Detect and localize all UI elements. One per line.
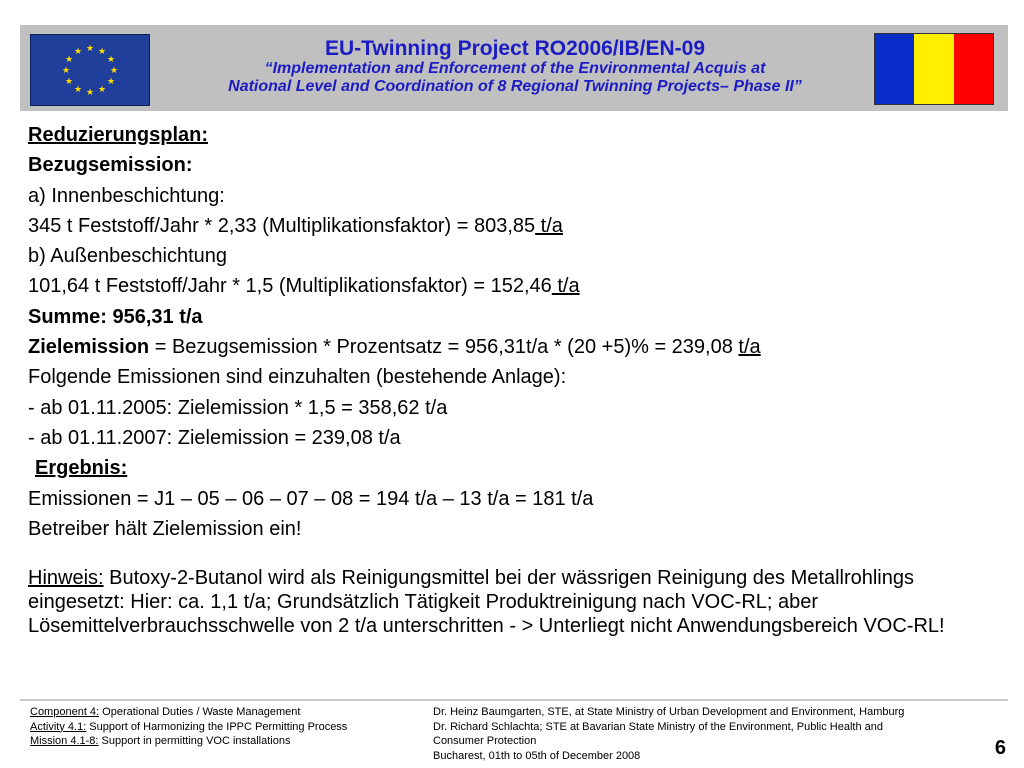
note-text: Butoxy-2-Butanol wird als Reinigungsmittel bei der wässrigen Reinigung des Metallrohlings eingesetzt: Hier: ca. 1,1 t/a; Grundsätzlich Tätigkeit Produktreinigung nach VOC-RL; aber Lösemittelverbrauchsschwelle von 2 t/a unterschritten - > Unterliegt nicht Anwendungsbereich VOC-RL! bbox=[28, 567, 945, 638]
target-emission-calc: = Bezugsemission * Prozentsatz = 956,31t/a * (20 +5)% = 239,08 bbox=[149, 336, 739, 359]
emissions-result-line: Emissionen = J1 – 05 – 06 – 07 – 08 = 194 t/a – 13 t/a = 181 t/a bbox=[28, 487, 594, 510]
target-emission-unit: t/a bbox=[738, 336, 761, 359]
svg-text:★: ★ bbox=[73, 85, 83, 95]
svg-text:★: ★ bbox=[85, 88, 95, 98]
spacer bbox=[28, 544, 1000, 566]
header-title: EU-Twinning Project RO2006/IB/EN-09 bbox=[324, 37, 706, 60]
header-band bbox=[20, 25, 1008, 111]
activity-text: Support of Harmonizing the IPPC Permitting Process bbox=[86, 720, 348, 733]
header-subtitle-2: National Level and Coordination of 8 Regional Twinning Projects– Phase II” bbox=[228, 77, 802, 95]
mission-text: Support in permitting VOC installations bbox=[98, 735, 291, 747]
footer-activity bbox=[30, 720, 430, 735]
footer-divider bbox=[20, 699, 1008, 701]
svg-text:★: ★ bbox=[85, 44, 95, 54]
footer-mission bbox=[30, 734, 430, 749]
svg-text:★: ★ bbox=[106, 55, 116, 65]
target-emission-label: Zielemission bbox=[28, 336, 150, 359]
slide-content bbox=[28, 120, 1000, 638]
inner-calc-text: 345 t Feststoff/Jahr * 2,33 (Multiplikationsfaktor) = 803,85 bbox=[28, 214, 536, 237]
footer-right bbox=[433, 705, 993, 763]
outer-calc-text: 101,64 t Feststoff/Jahr * 1,5 (Multiplikationsfaktor) = 152,46 bbox=[28, 275, 552, 298]
note-paragraph bbox=[28, 566, 1000, 638]
footer-author-2-cont: Consumer Protection bbox=[433, 735, 537, 747]
from-2007-line: - ab 01.11.2007: Zielemission = 239,08 t/a bbox=[28, 426, 401, 449]
heading-bezugsemission: Bezugsemission: bbox=[28, 154, 193, 177]
outer-coating-label: b) Außenbeschichtung bbox=[28, 245, 228, 268]
flag-stripe-blue bbox=[875, 34, 914, 104]
svg-text:★: ★ bbox=[106, 77, 116, 87]
svg-text:★: ★ bbox=[73, 47, 83, 57]
svg-text:★: ★ bbox=[109, 66, 119, 76]
page-number: 6 bbox=[994, 737, 1006, 759]
inner-coating-label: a) Innenbeschichtung: bbox=[28, 184, 225, 207]
svg-text:★: ★ bbox=[61, 66, 71, 76]
flag-stripe-red bbox=[954, 34, 993, 104]
svg-text:★: ★ bbox=[64, 77, 74, 87]
footer-date: Bucharest, 01th to 05th of December 2008 bbox=[433, 749, 641, 762]
footer-author-1: Dr. Heinz Baumgarten, STE, at State Ministry of Urban Development and Environment, Hamburg bbox=[433, 706, 905, 718]
activity-label: Activity 4.1: bbox=[30, 720, 87, 733]
flag-stripe-yellow bbox=[914, 34, 953, 104]
result-heading-text: Ergebnis: bbox=[35, 457, 128, 480]
operator-complies-line: Betreiber hält Zielemission ein! bbox=[28, 517, 302, 540]
from-2005-line: - ab 01.11.2005: Zielemission * 1,5 = 358,62 t/a bbox=[28, 396, 448, 419]
eu-flag-icon bbox=[30, 34, 150, 106]
svg-text:★: ★ bbox=[97, 85, 107, 95]
heading-reduzierungsplan: Reduzierungsplan: bbox=[28, 124, 209, 146]
inner-coating-calc bbox=[28, 211, 1000, 241]
result-heading bbox=[28, 453, 1000, 483]
svg-text:★: ★ bbox=[97, 47, 107, 57]
header-text bbox=[158, 37, 872, 95]
sum-line: Summe: 956,31 t/a bbox=[28, 305, 203, 328]
outer-coating-calc bbox=[28, 271, 1000, 301]
mission-label: Mission 4.1-8: bbox=[30, 735, 99, 747]
footer-author-2: Dr. Richard Schlachta; STE at Bavarian State Ministry of the Environment, Public Health and bbox=[433, 720, 883, 733]
note-label: Hinweis: bbox=[28, 567, 104, 590]
romania-flag-icon bbox=[874, 33, 994, 105]
footer-left bbox=[30, 705, 430, 749]
following-emissions-line: Folgende Emissionen sind einzuhalten (bestehende Anlage): bbox=[28, 366, 567, 389]
footer-component bbox=[30, 705, 430, 720]
target-emission-line bbox=[28, 332, 1000, 362]
svg-text:★: ★ bbox=[64, 55, 74, 65]
component-text: Operational Duties / Waste Management bbox=[99, 706, 301, 718]
outer-calc-unit: t/a bbox=[551, 275, 580, 298]
inner-calc-unit: t/a bbox=[535, 214, 563, 237]
header-subtitle-1: “Implementation and Enforcement of the Environmental Acquis at bbox=[264, 60, 766, 78]
component-label: Component 4: bbox=[30, 706, 100, 718]
